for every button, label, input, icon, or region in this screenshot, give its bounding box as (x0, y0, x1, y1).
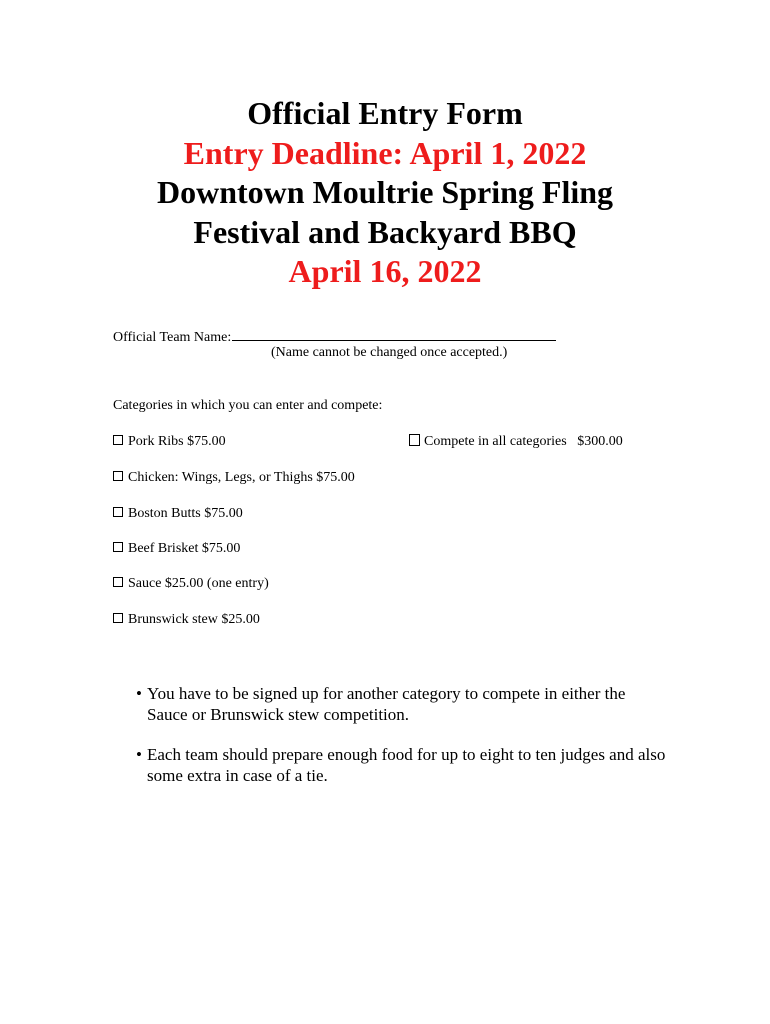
event-name-line-2: Festival and Backyard BBQ (193, 213, 577, 250)
category-label: Chicken: Wings, Legs, or Thighs $75.00 (128, 470, 355, 485)
category-beef-brisket (113, 540, 240, 557)
rule-text: You have to be signed up for another category to compete in either the Sauce or Brunswick stew competition. (147, 684, 626, 724)
brunswick-stew-checkbox[interactable] (113, 613, 123, 623)
category-label: Pork Ribs $75.00 (128, 434, 226, 449)
beef-brisket-checkbox[interactable] (113, 542, 123, 552)
pork-ribs-checkbox[interactable] (113, 435, 123, 445)
rule-item (136, 744, 666, 786)
category-label: Brunswick stew $25.00 (128, 612, 260, 627)
bullet-icon: • (136, 684, 142, 703)
event-name-line-1: Downtown Moultrie Spring Fling (156, 174, 614, 210)
chicken-checkbox[interactable] (113, 471, 123, 481)
category-label: Boston Butts $75.00 (128, 506, 243, 521)
category-sauce (113, 575, 269, 592)
entry-deadline: Entry Deadline: April 1, 2022 (183, 134, 587, 171)
team-name-field[interactable] (232, 326, 556, 341)
rules-list (136, 683, 666, 805)
sauce-checkbox[interactable] (113, 577, 123, 587)
rule-item (136, 683, 666, 725)
category-all (409, 433, 623, 450)
category-label: Beef Brisket $75.00 (128, 541, 241, 556)
team-name-note: (Name cannot be changed once accepted.) (271, 345, 508, 360)
category-boston-butts (113, 505, 243, 522)
category-brunswick-stew (113, 611, 260, 628)
event-date: April 16, 2022 (288, 253, 482, 289)
categories-intro: Categories in which you can enter and compete: (113, 398, 383, 413)
team-name-row (113, 326, 556, 346)
rule-text: Each team should prepare enough food for up to eight to ten judges and also some extra in case of a tie. (147, 745, 666, 785)
all-categories-label: Compete in all categories (424, 434, 567, 449)
team-name-label: Official Team Name: (113, 330, 232, 345)
boston-butts-checkbox[interactable] (113, 507, 123, 517)
category-label: Sauce $25.00 (one entry) (128, 576, 269, 591)
form-header (0, 94, 770, 292)
bullet-icon: • (136, 745, 142, 764)
category-chicken (113, 469, 355, 486)
all-categories-checkbox[interactable] (409, 434, 420, 446)
form-title: Official Entry Form (247, 95, 523, 131)
category-pork-ribs (113, 433, 226, 450)
all-categories-price: $300.00 (577, 434, 623, 449)
